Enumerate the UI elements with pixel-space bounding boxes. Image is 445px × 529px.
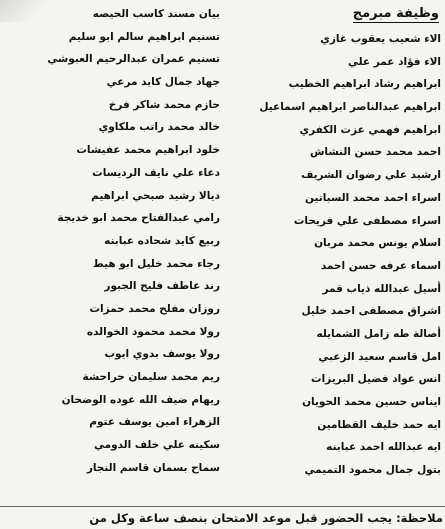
name-entry: رولا محمد محمود الخوالده xyxy=(86,325,220,338)
name-entry: انس عواد فضيل البريزات xyxy=(311,373,441,386)
name-entry: خلود ابراهيم محمد عفيشات xyxy=(76,144,220,157)
name-entry: ارشيد علي رضوان الشريف xyxy=(301,169,441,182)
name-entry: خالد محمد راتب ملكاوي xyxy=(98,121,220,134)
name-entry: ايناس حسين محمد الحويان xyxy=(302,396,441,408)
name-entry: تسنيم ابراهيم سالم ابو سليم xyxy=(68,30,220,43)
left-name-list xyxy=(0,3,224,479)
name-entry: أسيل عبدالله ذياب قمر xyxy=(322,282,441,295)
name-entry: رولا يوسف بدوي ايوب xyxy=(104,348,220,361)
name-entry: ابراهيم فهمي عزت الكفري xyxy=(299,123,441,136)
name-entry: اسماء عرفه حسن احمد xyxy=(320,259,441,272)
section-heading: وظيفة مبرمج xyxy=(352,6,439,21)
name-entry: ايه حمد خليف القطامين xyxy=(317,418,441,431)
name-entry: احمد محمد حسن النشاش xyxy=(309,146,441,159)
name-entry: ديالا رشيد صبحي ابراهيم xyxy=(91,189,220,202)
name-entry: اسراء احمد محمد السباتين xyxy=(305,191,441,204)
name-entry: بيان مسند كاسب الحيصه xyxy=(92,8,220,20)
left-column xyxy=(0,0,224,501)
name-entry: الاء فؤاد عمر علي xyxy=(347,55,441,68)
name-entry: ايه عبدالله احمد عبابنه xyxy=(326,441,441,454)
name-entry: سكينه علي خلف الدومي xyxy=(93,439,220,452)
name-entry: امل قاسم سعيد الزعبي xyxy=(318,350,441,363)
name-entry: رند عاطف فليح الجبور xyxy=(104,280,220,293)
footer-note: ملاحظة: يجب الحضور قبل موعد الامتحان بنصف ساعة وكل من xyxy=(0,506,445,529)
name-entry: اسلام يونس محمد مربان xyxy=(314,237,441,250)
name-entry: تسنيم عمران عبدالرحيم العبوشي xyxy=(47,53,220,66)
name-entry: ابراهيم رشاد ابراهيم الخطيب xyxy=(288,78,441,91)
right-column xyxy=(227,0,445,501)
name-entry: روزان مفلح محمد حمزات xyxy=(89,302,220,315)
name-entry: رجاء محمد خليل ابو هيط xyxy=(92,257,220,270)
right-name-list xyxy=(227,28,445,482)
name-entry: ربيع كايد شحاده عبابنه xyxy=(104,234,220,247)
name-entry: أصالة طه زامل الشمايله xyxy=(316,327,441,340)
name-entry: الاء شعيب يعقوب غازي xyxy=(320,33,441,45)
name-entry: ابراهيم عبدالناصر ابراهيم اسماعيل xyxy=(259,101,441,114)
name-entry: ريم محمد سليمان حراحشة xyxy=(82,371,220,383)
name-entry: حازم محمد شاكر فرخ xyxy=(108,98,220,111)
name-entry: اشراق مصطفى احمد خليل xyxy=(301,305,441,318)
name-entry: اسراء مصطفى علي فريحات xyxy=(293,214,441,227)
name-entry: ريهام ضيف الله عوده الوضحان xyxy=(61,393,220,406)
name-entry: سماح بسمان قاسم النجار xyxy=(86,461,220,474)
name-entry: جهاد جمال كايد مرعي xyxy=(106,76,220,89)
name-entry: دعاء علي نايف الرديسات xyxy=(92,166,220,179)
name-entry: رامي عبدالفتاح محمد ابو خديجة xyxy=(57,212,220,225)
name-entry: بتول جمال محمود التميمي xyxy=(304,464,441,477)
name-entry: الزهراء امين يوسف عتوم xyxy=(89,416,220,429)
